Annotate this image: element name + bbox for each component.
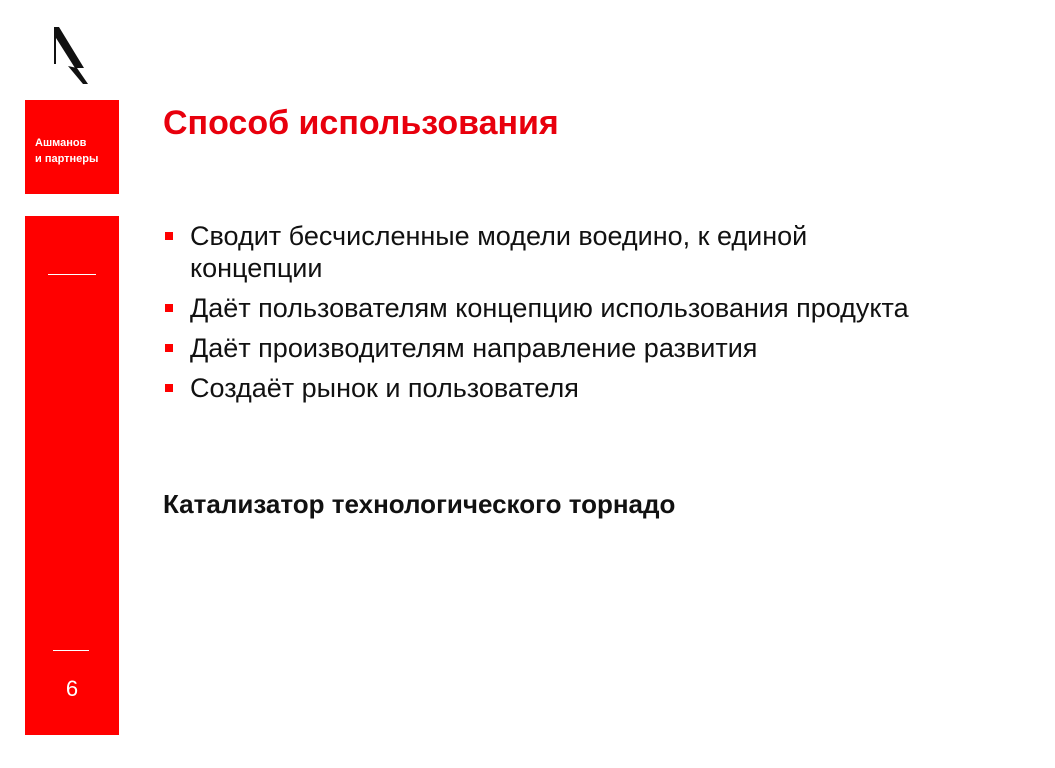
bullet-text: Создаёт рынок и пользователя [190,373,579,403]
list-item [163,292,923,324]
side-bar [25,216,119,735]
brand-logo-box [25,100,119,194]
bullet-square-icon [165,304,173,312]
bullet-text: Даёт производителям направление развития [190,333,758,363]
slide-title: Способ использования [163,104,559,142]
brand-name-line-2: и партнеры [35,153,99,165]
side-divider-top [48,274,96,275]
brand-name-line-1: Ашманов [35,137,87,149]
bullet-text: Сводит бесчисленные модели воедино, к единой концепции [190,221,808,283]
bullet-square-icon [165,344,173,352]
list-item [163,372,923,404]
page-number: 6 [65,676,79,701]
bullet-square-icon [165,232,173,240]
side-divider-bottom [53,650,89,651]
arrow-a-logo-icon [50,24,92,84]
bullet-text: Даёт пользователям концепцию использования продукта [190,293,909,323]
list-item [163,220,923,284]
slide-tagline: Катализатор технологического торнадо [163,489,676,519]
list-item [163,332,923,364]
bullet-square-icon [165,384,173,392]
bullet-list [163,220,923,412]
